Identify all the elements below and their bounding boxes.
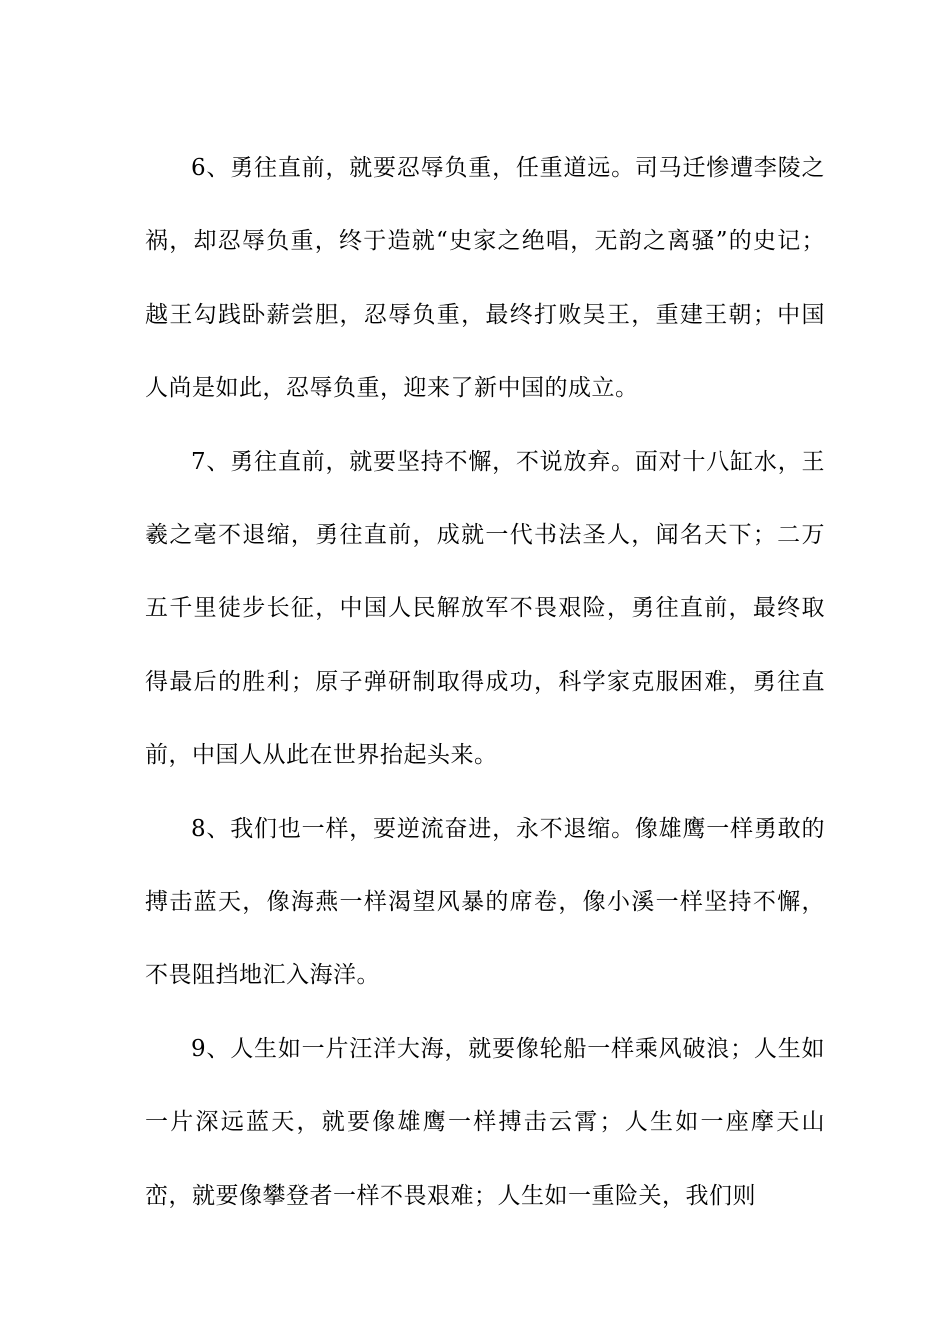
paragraph-8: 8、我们也一样，要逆流奋进，永不退缩。像雄鹰一样勇敢的搏击蓝天，像海燕一样渴望风暴的席卷，像小溪一样坚持不懈，不畏阻挡地汇入海洋。: [145, 815, 825, 989]
paragraph-9: 9、人生如一片汪洋大海，就要像轮船一样乘风破浪；人生如一片深远蓝天，就要像雄鹰一样搏击云霄；人生如一座摩天山峦，就要像攀登者一样不畏艰难；人生如一重险关，我们则: [145, 1035, 825, 1209]
paragraph-6: 6、勇往直前，就要忍辱负重，任重道远。司马迁惨遭李陵之祸，却忍辱负重，终于造就“史家之绝唱，无韵之离骚”的史记；越王勾践卧薪尝胆，忍辱负重，最终打败吴王，重建王朝；中国人尚是如此，忍辱负重，迎来了新中国的成立。: [145, 155, 825, 402]
paragraph-7: 7、勇往直前，就要坚持不懈，不说放弃。面对十八缸水，王羲之毫不退缩，勇往直前，成就一代书法圣人，闻名天下；二万五千里徒步长征，中国人民解放军不畏艰险，勇往直前，最终取得最后的胜利；原子弹研制取得成功，科学家克服困难，勇往直前，中国人从此在世界抬起头来。: [145, 448, 825, 769]
document-body: [145, 132, 825, 1233]
